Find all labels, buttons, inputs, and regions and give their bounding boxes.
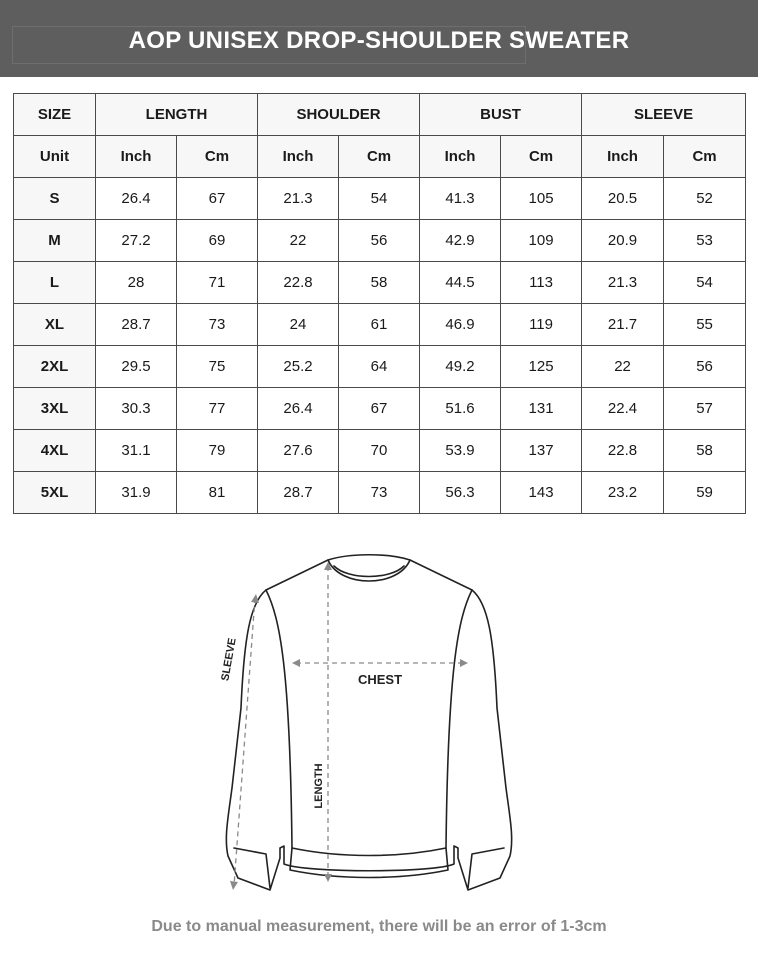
column-header-bust: BUST [420, 94, 582, 136]
measurement-cell: 23.2 [582, 472, 664, 514]
table-unit-row [14, 136, 746, 178]
measurement-cell: 52 [664, 178, 746, 220]
column-header-shoulder: SHOULDER [258, 94, 420, 136]
measurement-cell: 49.2 [420, 346, 501, 388]
measurement-cell: 25.2 [258, 346, 339, 388]
table-row [14, 220, 746, 262]
left-cuff [234, 848, 270, 888]
unit-cell: Inch [420, 136, 501, 178]
measurement-cell: 31.9 [96, 472, 177, 514]
unit-label: Unit [14, 136, 96, 178]
measurement-cell: 69 [177, 220, 258, 262]
unit-cell: Inch [582, 136, 664, 178]
table-row [14, 388, 746, 430]
column-header-length: LENGTH [96, 94, 258, 136]
size-cell: M [14, 220, 96, 262]
measurement-cell: 27.6 [258, 430, 339, 472]
sleeve-arrowhead-bottom [230, 881, 238, 890]
measurement-cell: 28.7 [258, 472, 339, 514]
measurement-cell: 67 [339, 388, 420, 430]
size-chart-table [13, 93, 746, 514]
measurement-cell: 27.2 [96, 220, 177, 262]
size-cell: 5XL [14, 472, 96, 514]
measurement-cell: 30.3 [96, 388, 177, 430]
table-row [14, 472, 746, 514]
measurement-cell: 20.5 [582, 178, 664, 220]
table-row [14, 178, 746, 220]
unit-cell: Cm [501, 136, 582, 178]
unit-cell: Cm [339, 136, 420, 178]
measurement-cell: 143 [501, 472, 582, 514]
right-armhole [446, 590, 472, 848]
measurement-cell: 70 [339, 430, 420, 472]
column-header-size: SIZE [14, 94, 96, 136]
table-row [14, 430, 746, 472]
measurement-cell: 81 [177, 472, 258, 514]
measurement-cell: 22.8 [582, 430, 664, 472]
size-cell: S [14, 178, 96, 220]
measurement-cell: 22.4 [582, 388, 664, 430]
right-cuff [468, 848, 504, 888]
table-row [14, 304, 746, 346]
measurement-cell: 51.6 [420, 388, 501, 430]
measurement-cell: 29.5 [96, 346, 177, 388]
measurement-note: Due to manual measurement, there will be an error of 1-3cm [151, 918, 607, 935]
measurement-cell: 20.9 [582, 220, 664, 262]
length-arrowhead-bottom [324, 874, 332, 882]
measurement-cell: 41.3 [420, 178, 501, 220]
measurement-cell: 119 [501, 304, 582, 346]
measurement-cell: 28.7 [96, 304, 177, 346]
measurement-cell: 56 [664, 346, 746, 388]
measurement-cell: 22.8 [258, 262, 339, 304]
measurement-cell: 24 [258, 304, 339, 346]
hem-band [290, 848, 448, 878]
measurement-cell: 22 [582, 346, 664, 388]
measurement-cell: 131 [501, 388, 582, 430]
measurement-cell: 79 [177, 430, 258, 472]
unit-cell: Cm [664, 136, 746, 178]
measurement-cell: 55 [664, 304, 746, 346]
measurement-cell: 54 [339, 178, 420, 220]
measurement-cell: 67 [177, 178, 258, 220]
chest-arrowhead-left [292, 659, 300, 667]
sweater-diagram [210, 548, 530, 898]
measurement-cell: 26.4 [258, 388, 339, 430]
size-cell: L [14, 262, 96, 304]
measurement-cell: 73 [339, 472, 420, 514]
measurement-cell: 58 [339, 262, 420, 304]
measurement-cell: 73 [177, 304, 258, 346]
sleeve-label: SLEEVE [219, 637, 239, 682]
measurement-cell: 113 [501, 262, 582, 304]
measurement-cell: 53 [664, 220, 746, 262]
page-title: AOP UNISEX DROP-SHOULDER SWEATER [128, 27, 630, 54]
measurement-cell: 71 [177, 262, 258, 304]
measurement-cell: 64 [339, 346, 420, 388]
measurement-cell: 44.5 [420, 262, 501, 304]
measurement-cell: 22 [258, 220, 339, 262]
measurement-cell: 58 [664, 430, 746, 472]
measurement-cell: 75 [177, 346, 258, 388]
table-header-row [14, 94, 746, 136]
measurement-cell: 54 [664, 262, 746, 304]
left-armhole [266, 590, 292, 848]
measurement-cell: 46.9 [420, 304, 501, 346]
measurement-cell: 56.3 [420, 472, 501, 514]
measurement-cell: 56 [339, 220, 420, 262]
sleeve-arrowhead-top [251, 594, 259, 603]
column-header-sleeve: SLEEVE [582, 94, 746, 136]
measurement-cell: 57 [664, 388, 746, 430]
size-cell: 4XL [14, 430, 96, 472]
sweater-outline [226, 555, 511, 890]
measurement-cell: 137 [501, 430, 582, 472]
unit-cell: Inch [258, 136, 339, 178]
measurement-cell: 21.7 [582, 304, 664, 346]
measurement-cell: 26.4 [96, 178, 177, 220]
collar-inner [334, 566, 404, 577]
measurement-cell: 105 [501, 178, 582, 220]
measurement-cell: 21.3 [258, 178, 339, 220]
measurement-cell: 42.9 [420, 220, 501, 262]
measurement-cell: 109 [501, 220, 582, 262]
unit-cell: Cm [177, 136, 258, 178]
chest-arrowhead-right [460, 659, 468, 667]
table-row [14, 346, 746, 388]
chest-label: CHEST [357, 672, 403, 687]
unit-cell: Inch [96, 136, 177, 178]
measurement-cell: 59 [664, 472, 746, 514]
size-cell: 2XL [14, 346, 96, 388]
measurement-cell: 21.3 [582, 262, 664, 304]
measurement-cell: 53.9 [420, 430, 501, 472]
table-row [14, 262, 746, 304]
measurement-cell: 77 [177, 388, 258, 430]
measurement-cell: 125 [501, 346, 582, 388]
length-label: LENGTH [313, 763, 325, 809]
size-cell: XL [14, 304, 96, 346]
measurement-cell: 28 [96, 262, 177, 304]
size-cell: 3XL [14, 388, 96, 430]
measurement-cell: 31.1 [96, 430, 177, 472]
measurement-cell: 61 [339, 304, 420, 346]
